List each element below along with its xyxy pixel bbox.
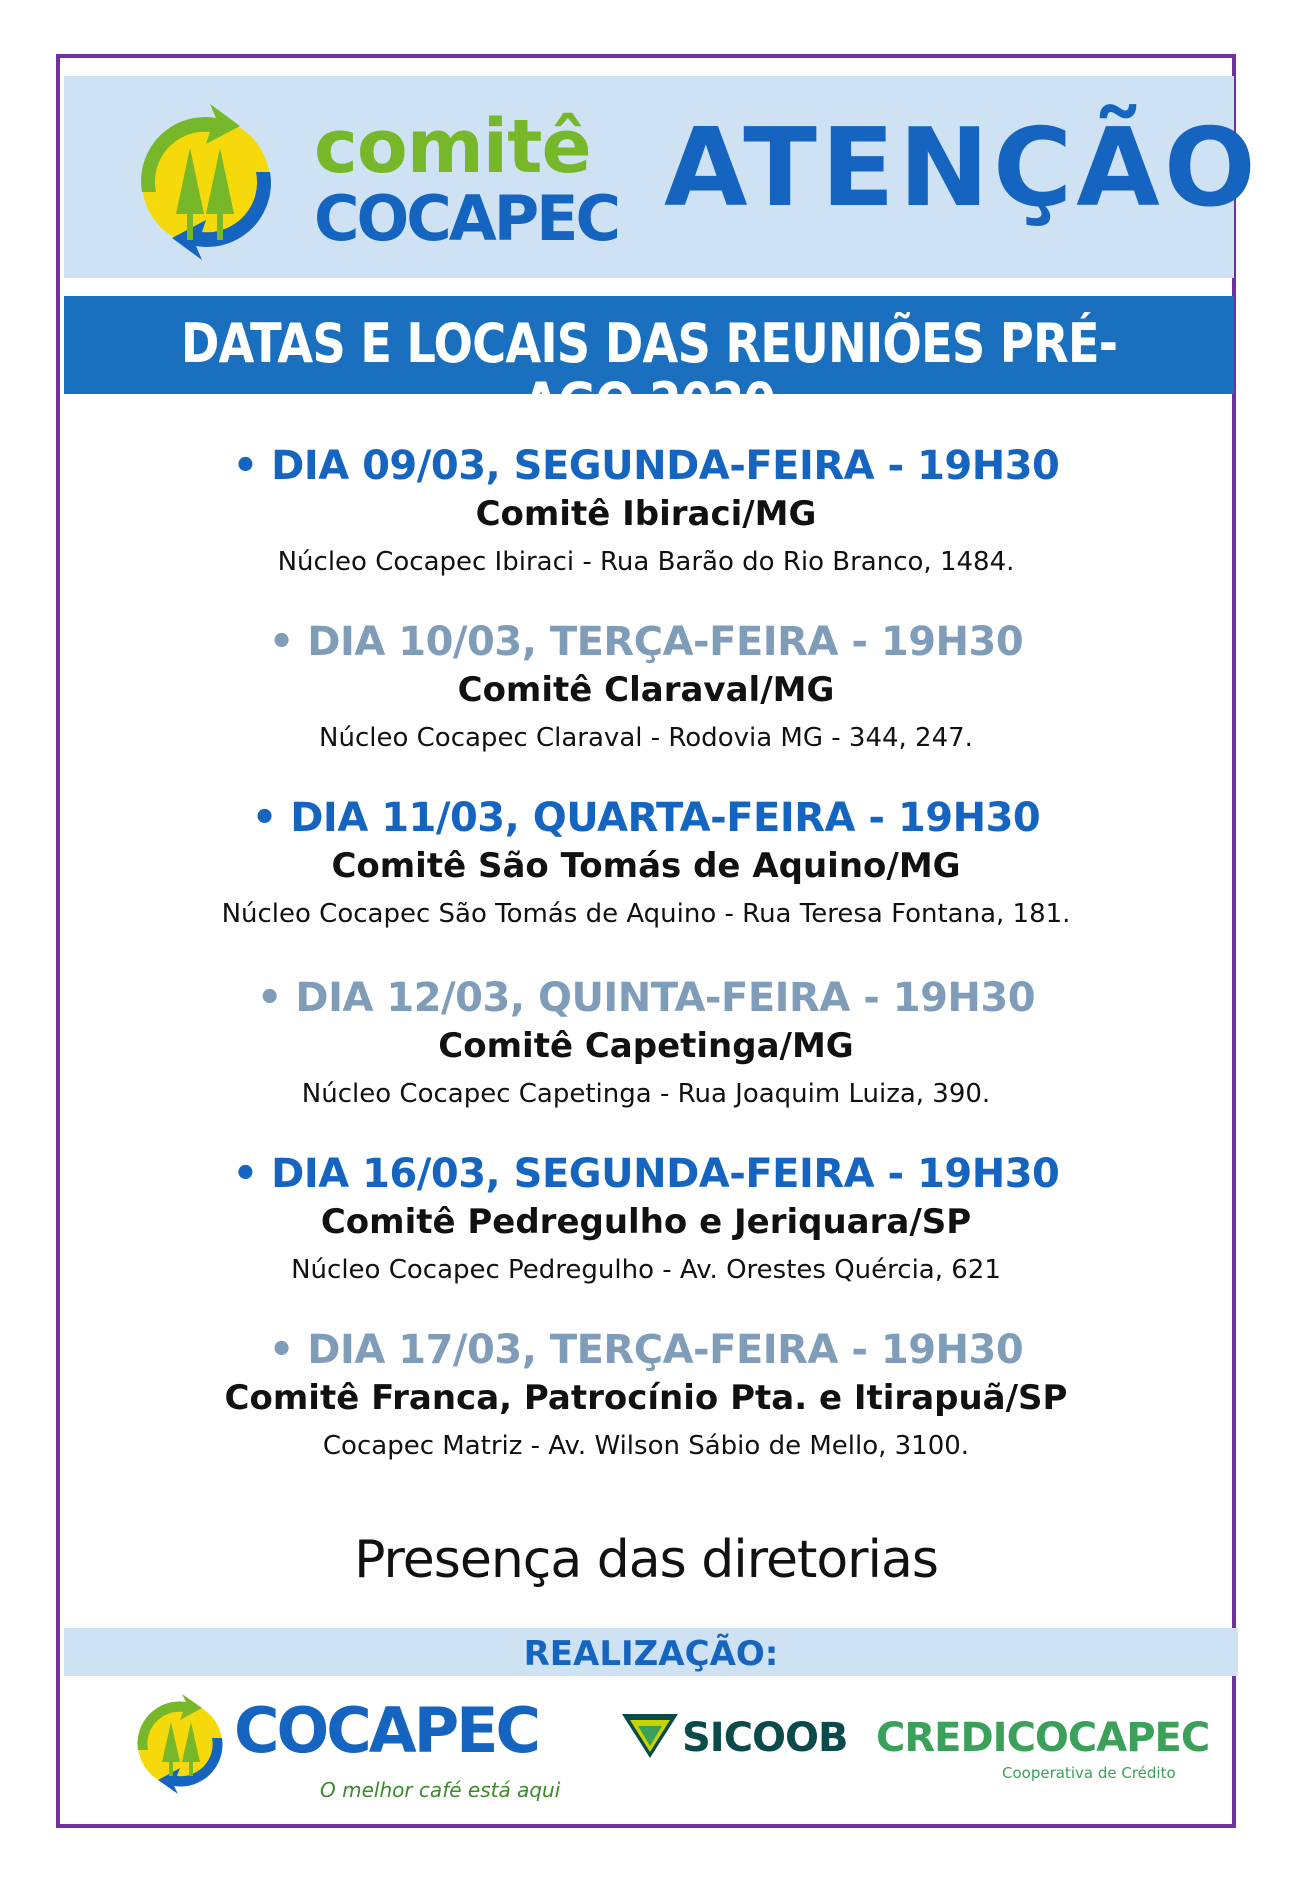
meeting-date: • DIA 17/03, TERÇA-FEIRA - 19H30 xyxy=(268,1327,1024,1373)
meeting-item xyxy=(60,1326,1232,1466)
cocapec-emblem-icon xyxy=(130,1694,230,1794)
poster-frame xyxy=(56,54,1260,1828)
meeting-location: Núcleo Cocapec Claraval - Rodovia MG - 344, 247. xyxy=(319,723,973,753)
realizacao-bar xyxy=(64,1628,1238,1676)
meeting-comite: Comitê São Tomás de Aquino/MG xyxy=(331,846,961,886)
realizacao-label: REALIZAÇÃO: xyxy=(523,1634,779,1674)
meeting-comite: Comitê Claraval/MG xyxy=(457,670,835,710)
meeting-date: • DIA 09/03, SEGUNDA-FEIRA - 19H30 xyxy=(232,443,1060,489)
meeting-date: • DIA 16/03, SEGUNDA-FEIRA - 19H30 xyxy=(232,1151,1060,1197)
meeting-date: • DIA 10/03, TERÇA-FEIRA - 19H30 xyxy=(268,619,1024,665)
logo-cocapec-text: COCAPEC xyxy=(314,182,618,255)
meeting-item xyxy=(60,442,1232,582)
meeting-comite: Comitê Franca, Patrocínio Pta. e Itirapuã/SP xyxy=(224,1378,1068,1418)
sicoob-emblem-icon xyxy=(622,1710,678,1766)
banner-text: DATAS E LOCAIS DAS REUNIÕES PRÉ-AGO 2020 xyxy=(180,312,1118,435)
meeting-item xyxy=(60,1150,1232,1290)
meeting-date: • DIA 11/03, QUARTA-FEIRA - 19H30 xyxy=(251,795,1041,841)
sicoob-credicocapec-logo xyxy=(622,1704,1210,1794)
meeting-location: Núcleo Cocapec Capetinga - Rua Joaquim Luiza, 390. xyxy=(301,1079,991,1109)
logo-comite-text: comitê xyxy=(314,104,591,190)
meeting-location: Núcleo Cocapec São Tomás de Aquino - Rua Teresa Fontana, 181. xyxy=(221,899,1071,929)
meeting-date: • DIA 12/03, QUINTA-FEIRA - 19H30 xyxy=(256,975,1036,1021)
meeting-item xyxy=(60,794,1232,934)
cocapec-logo xyxy=(130,1692,570,1812)
meeting-item xyxy=(60,974,1232,1114)
meeting-item xyxy=(60,618,1232,758)
sicoob-name: SICOOB xyxy=(682,1715,848,1761)
credicocapec-name: CREDICOCAPEC xyxy=(876,1715,1210,1761)
meeting-comite: Comitê Pedregulho e Jeriquara/SP xyxy=(320,1202,972,1242)
meeting-comite: Comitê Ibiraci/MG xyxy=(475,494,817,534)
meeting-location: Cocapec Matriz - Av. Wilson Sábio de Mello, 3100. xyxy=(322,1431,970,1461)
subtitle-banner xyxy=(64,296,1234,435)
cocapec-slogan: O melhor café está aqui xyxy=(320,1778,561,1802)
meeting-location: Núcleo Cocapec Pedregulho - Av. Orestes Quércia, 621 xyxy=(291,1255,1001,1285)
meeting-comite: Comitê Capetinga/MG xyxy=(438,1026,854,1066)
page-title: ATENÇÃO xyxy=(664,106,1260,231)
header xyxy=(64,76,1260,278)
meeting-location: Núcleo Cocapec Ibiraci - Rua Barão do Rio Branco, 1484. xyxy=(277,547,1015,577)
cocapec-name: COCAPEC xyxy=(234,1694,538,1767)
presenca-text: Presença das diretorias xyxy=(354,1530,938,1590)
comite-cocapec-logo xyxy=(106,96,626,266)
cooperativa-text: Cooperativa de Crédito xyxy=(1002,1764,1176,1782)
comite-emblem-icon xyxy=(106,96,306,266)
